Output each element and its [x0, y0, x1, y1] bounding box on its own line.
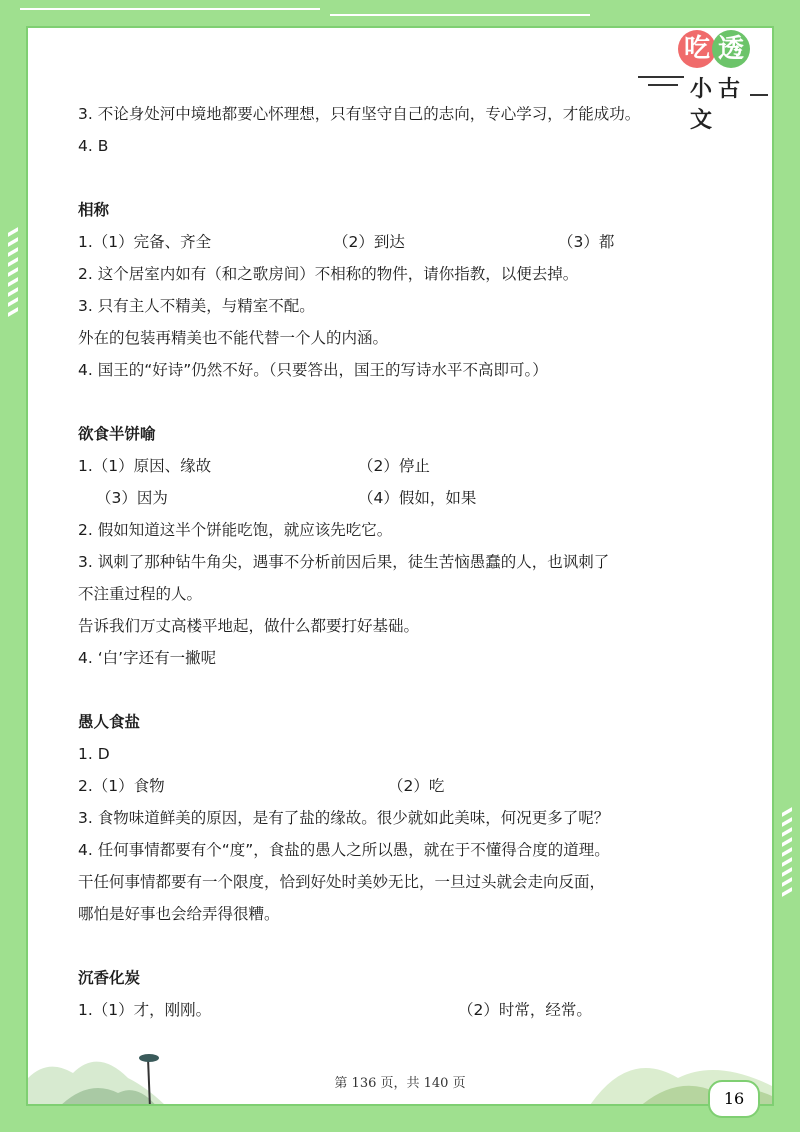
answer-line: 2. 这个居室内如有（和之歌房间）不相称的物件，请你指教，以便去掉。: [78, 265, 579, 283]
section-title: 愚人食盐: [78, 713, 141, 731]
answer-content: [78, 98, 768, 1026]
answer-line: 3. 讽刺了那种钻牛角尖，遇事不分析前因后果，徒生苦恼愚蠢的人，也讽刺了: [78, 553, 610, 571]
section-gap: [78, 162, 768, 194]
answer-column: （4）假如，如果: [358, 489, 477, 507]
answer-line: [78, 994, 768, 1026]
answer-column: 2.（1）食物: [78, 777, 165, 795]
answer-line: 3. 只有主人不精美，与精室不配。: [78, 297, 315, 315]
answer-line: 1. D: [78, 745, 110, 763]
answer-column: 1.（1）原因、缘故: [78, 457, 212, 475]
section-gap: [78, 674, 768, 706]
answer-column: （2）时常，经常。: [458, 1001, 592, 1019]
page: [26, 26, 774, 1106]
stripe-decoration: [782, 810, 792, 900]
answer-line: 3. 不论身处河中境地都要心怀理想，只有坚守自己的志向，专心学习，才能成功。: [78, 105, 641, 123]
frame-decoration: [300, 1050, 480, 1052]
logo-line-left: [638, 76, 684, 78]
answer-line: 4. ‘白’字还有一撇呢: [78, 649, 217, 667]
answer-line: 不注重过程的人。: [78, 585, 203, 603]
logo-char-1: 吃: [678, 30, 716, 68]
answer-line: 4. 国王的“好诗”仍然不好。（只要答出，国王的写诗水平不高即可。）: [78, 361, 548, 379]
answer-column: （3）都: [558, 233, 615, 251]
page-footer: 第 136 页，共 140 页: [334, 1076, 466, 1091]
section-title: 欲食半饼喻: [78, 425, 156, 443]
answer-column: （3）因为: [96, 489, 168, 507]
frame-decoration: [40, 1040, 240, 1042]
answer-column: 1.（1）完备、齐全: [78, 233, 212, 251]
stripe-decoration: [8, 230, 18, 320]
page-number-badge: 16: [708, 1080, 760, 1118]
logo-line-left-2: [648, 84, 678, 86]
frame-decoration: [20, 8, 320, 10]
answer-line: [78, 482, 768, 514]
answer-line: 4. B: [78, 137, 109, 155]
answer-line: 4. 任何事情都要有个“度”，食盐的愚人之所以愚，就在于不懂得合度的道理。: [78, 841, 610, 859]
section-gap: [78, 930, 768, 962]
frame-decoration: [330, 14, 590, 16]
section-title: 沉香化炭: [78, 969, 141, 987]
answer-line: [78, 770, 768, 802]
logo-char-2: 透: [712, 30, 750, 68]
section-title: 相称: [78, 201, 110, 219]
section-gap: [78, 386, 768, 418]
logo-subtitle: 小古文: [690, 77, 747, 133]
answer-line: 外在的包装再精美也不能代替一个人的内涵。: [78, 329, 389, 347]
answer-column: 1.（1）才，刚刚。: [78, 1001, 212, 1019]
answer-column: （2）到达: [333, 233, 405, 251]
answer-line: [78, 226, 768, 258]
answer-line: 哪怕是好事也会给弄得很糟。: [78, 905, 280, 923]
answer-line: 告诉我们万丈高楼平地起，做什么都要打好基础。: [78, 617, 420, 635]
logo: [638, 30, 768, 133]
answer-line: 干任何事情都要有一个限度，恰到好处时美妙无比，一旦过头就会走向反面，: [78, 873, 606, 891]
answer-line: [78, 450, 768, 482]
answer-line: 3. 食物味道鲜美的原因，是有了盐的缘故。很少就如此美味，何况更多了呢？: [78, 809, 610, 827]
logo-line-right: [750, 94, 768, 96]
answer-line: 2. 假如知道这半个饼能吃饱，就应该先吃它。: [78, 521, 393, 539]
answer-column: （2）停止: [358, 457, 430, 475]
answer-column: （2）吃: [388, 777, 445, 795]
